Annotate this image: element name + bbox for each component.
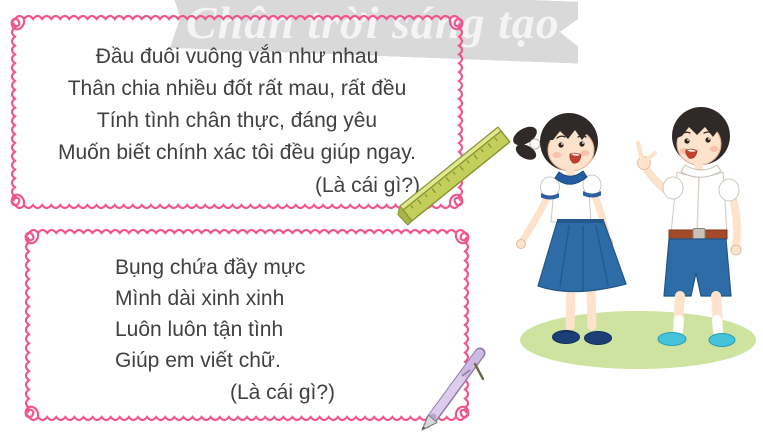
girl-figure — [510, 113, 626, 345]
riddle-line: Thân chia nhiều đốt rất mau, rất đều — [67, 77, 407, 100]
riddle-line: Đầu đuôi vuông vắn như nhau — [95, 45, 379, 68]
riddle-line: Mình dài xinh xinh — [115, 287, 285, 310]
boy-figure — [638, 107, 742, 347]
riddle-1-question: (Là cái gì?) — [314, 174, 420, 197]
children-illustration — [505, 88, 763, 380]
riddle-line: Tính tình chân thực, đáng yêu — [96, 109, 378, 132]
riddle-line: Muốn biết chính xác tôi đều giúp ngay. — [57, 141, 416, 164]
ruler-icon — [393, 118, 518, 228]
riddle-line: Bụng chứa đầy mực — [115, 256, 306, 279]
watermark-text: Chân trời sáng tạo — [186, 0, 560, 48]
riddle-2-poem — [28, 232, 466, 376]
riddle-line: Luôn luôn tận tình — [115, 318, 284, 341]
riddle-2-box — [28, 232, 466, 418]
riddle-2-question: (Là cái gì?) — [230, 381, 336, 404]
riddle-line: Giúp em viết chữ. — [115, 349, 281, 372]
pen-icon — [405, 338, 495, 438]
